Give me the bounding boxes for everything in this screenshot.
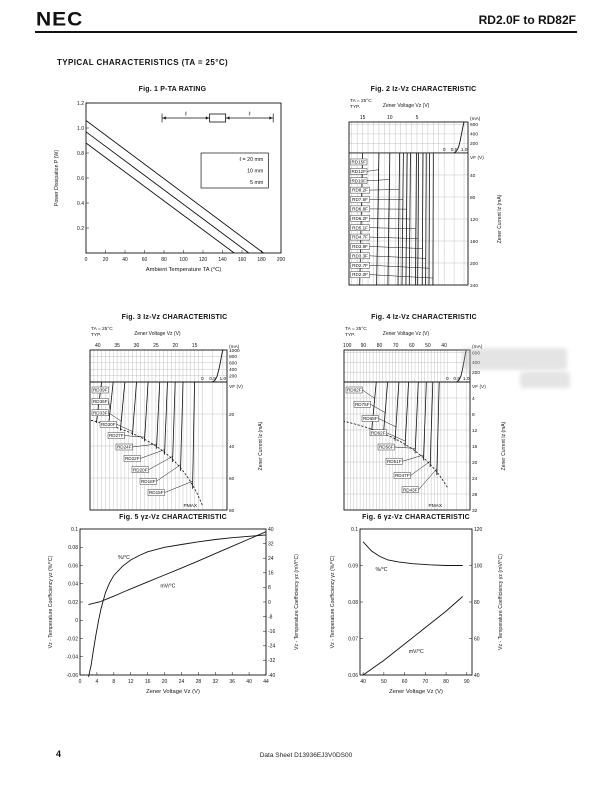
figure-6-caption: Fig. 6 γz-Vz CHARACTERISTIC	[362, 514, 470, 521]
svg-text:Vz - Temperature Coefficiency: Vz - Temperature Coefficiency γz (%/°C)	[330, 555, 336, 649]
figure-2-caption: Fig. 2 Iz-Vz CHARACTERISTIC	[370, 86, 477, 93]
svg-text:0.02: 0.02	[68, 599, 78, 606]
watermark-smudge	[462, 348, 567, 370]
svg-text:RD75F: RD75F	[354, 401, 370, 407]
svg-text:0.6: 0.6	[77, 175, 84, 182]
figure-3-caption: Fig. 3 Iz-Vz CHARACTERISTIC	[121, 314, 228, 321]
svg-text:PMAX: PMAX	[428, 504, 443, 509]
svg-text:(mA): (mA)	[470, 117, 481, 122]
svg-text:20: 20	[172, 343, 179, 349]
svg-text:40: 40	[441, 343, 447, 349]
svg-text:TA = 25°C: TA = 25°C	[91, 327, 113, 332]
figure-1	[50, 86, 295, 287]
svg-text:RD33F: RD33F	[92, 410, 108, 416]
svg-text:Zener Current Iz (mA): Zener Current Iz (mA)	[501, 421, 507, 471]
svg-text:Zener Voltage Vz (V): Zener Voltage Vz (V)	[389, 689, 443, 695]
svg-text:RD18F: RD18F	[140, 478, 156, 484]
svg-text:16: 16	[472, 444, 478, 450]
figure-5	[44, 514, 302, 705]
svg-text:RD39F: RD39F	[92, 387, 108, 393]
svg-text:60: 60	[474, 636, 480, 643]
svg-text:Zener Current Iz (mA): Zener Current Iz (mA)	[497, 194, 503, 244]
svg-text:Zener Voltage Vz (V): Zener Voltage Vz (V)	[382, 103, 430, 109]
svg-text:0.08: 0.08	[348, 599, 358, 606]
svg-text:40: 40	[246, 679, 252, 685]
svg-text:600: 600	[229, 361, 238, 367]
svg-text:120: 120	[198, 257, 208, 263]
svg-text:1.0: 1.0	[462, 377, 470, 382]
svg-text:1.0: 1.0	[219, 377, 227, 382]
svg-text:%/°C: %/°C	[375, 566, 388, 573]
svg-text:5: 5	[415, 115, 419, 121]
page-number: 4	[56, 749, 62, 759]
svg-text:120: 120	[474, 526, 483, 533]
svg-text:20: 20	[102, 257, 109, 263]
svg-text:RD62F: RD62F	[370, 430, 386, 436]
svg-text:25: 25	[153, 343, 159, 349]
figure-4-caption: Fig. 4 Iz-Vz CHARACTERISTIC	[371, 314, 477, 321]
doc-reference: Data Sheet D13936EJ3V0DS00	[259, 752, 353, 759]
svg-text:4: 4	[95, 679, 99, 685]
svg-text:0: 0	[84, 257, 88, 263]
svg-text:240: 240	[470, 283, 479, 289]
svg-text:ℓ: ℓ	[184, 111, 187, 118]
svg-text:60: 60	[229, 476, 235, 482]
svg-text:0.06: 0.06	[68, 563, 78, 570]
svg-text:50: 50	[381, 679, 387, 685]
svg-text:8: 8	[112, 679, 116, 685]
figure-5-caption: Fig. 5 γz-Vz CHARACTERISTIC	[119, 514, 227, 521]
svg-text:16: 16	[268, 570, 274, 577]
figure-5-chart	[44, 523, 302, 705]
watermark-smudge	[520, 372, 570, 388]
svg-text:40: 40	[122, 257, 128, 263]
svg-text:Ambient Temperature TA (°C): Ambient Temperature TA (°C)	[145, 267, 222, 273]
svg-text:600: 600	[472, 351, 481, 357]
svg-text:0.2: 0.2	[77, 225, 84, 232]
svg-text:VF (V): VF (V)	[229, 385, 243, 390]
svg-text:10 mm: 10 mm	[247, 168, 264, 175]
svg-text:0.5: 0.5	[453, 377, 461, 382]
svg-text:10: 10	[387, 115, 393, 121]
svg-text:RD43F: RD43F	[402, 487, 418, 493]
svg-text:20: 20	[161, 679, 168, 685]
figure-1-chart	[50, 95, 295, 287]
svg-text:28: 28	[472, 492, 478, 498]
svg-text:0: 0	[445, 377, 449, 382]
figure-6-chart	[326, 523, 506, 705]
svg-text:Zener Voltage Vz (V): Zener Voltage Vz (V)	[146, 689, 200, 695]
svg-text:24: 24	[268, 556, 274, 562]
svg-text:0.06: 0.06	[348, 672, 358, 679]
header-rule	[35, 31, 577, 33]
svg-text:40: 40	[474, 672, 480, 679]
product-range: RD2.0F to RD82F	[478, 13, 576, 27]
svg-text:44: 44	[263, 679, 269, 685]
svg-text:-0.06: -0.06	[66, 672, 78, 679]
svg-text:32: 32	[472, 508, 478, 514]
svg-text:%/°C: %/°C	[118, 555, 130, 562]
svg-text:TYP.: TYP.	[345, 333, 356, 338]
svg-text:140: 140	[218, 257, 227, 263]
svg-text:160: 160	[470, 239, 479, 245]
svg-text:TA = 25°C: TA = 25°C	[350, 99, 372, 104]
svg-text:28: 28	[195, 679, 202, 685]
svg-text:RD2.0F: RD2.0F	[352, 272, 368, 278]
svg-text:RD6.2F: RD6.2F	[352, 215, 368, 221]
svg-text:40: 40	[360, 679, 366, 685]
figure-2-chart	[341, 95, 506, 291]
svg-text:100: 100	[343, 343, 352, 349]
svg-text:180: 180	[257, 257, 266, 263]
svg-text:80: 80	[443, 679, 449, 685]
svg-text:90: 90	[360, 343, 367, 349]
svg-text:40: 40	[94, 343, 101, 349]
svg-text:24: 24	[178, 679, 185, 685]
svg-text:RD82F: RD82F	[346, 387, 362, 393]
svg-text:-0.04: -0.04	[66, 654, 78, 661]
svg-text:100: 100	[474, 563, 483, 570]
svg-text:80: 80	[161, 257, 167, 263]
svg-text:(mA): (mA)	[229, 345, 240, 350]
svg-text:Zener Current Iz (mA): Zener Current Iz (mA)	[258, 421, 264, 471]
svg-text:1000: 1000	[229, 348, 240, 354]
svg-text:TYP.: TYP.	[91, 333, 102, 338]
svg-text:RD24F: RD24F	[116, 444, 132, 450]
svg-text:32: 32	[268, 541, 274, 548]
svg-text:32: 32	[212, 679, 219, 685]
svg-text:24: 24	[472, 476, 478, 482]
svg-text:50: 50	[425, 343, 431, 349]
svg-text:1.2: 1.2	[77, 100, 84, 107]
figure-3-chart	[82, 323, 267, 515]
svg-text:30: 30	[133, 343, 140, 349]
svg-text:400: 400	[470, 132, 479, 138]
svg-text:RD6.8F: RD6.8F	[352, 206, 368, 212]
svg-text:60: 60	[409, 343, 415, 349]
svg-text:80: 80	[376, 343, 383, 349]
svg-text:RD8.2F: RD8.2F	[352, 187, 368, 193]
figure-2	[341, 86, 506, 291]
svg-text:800: 800	[229, 355, 238, 361]
figure-1-caption: Fig. 1 P-TA RATING	[138, 86, 207, 93]
svg-text:0: 0	[268, 599, 271, 606]
svg-text:-32: -32	[268, 658, 276, 665]
svg-text:0.07: 0.07	[348, 636, 358, 643]
svg-text:RD30F: RD30F	[100, 421, 116, 427]
section-title: TYPICAL CHARACTERISTICS (TA = 25°C)	[57, 58, 229, 67]
svg-text:-0.02: -0.02	[66, 636, 78, 643]
svg-text:Zener Voltage Vz (V): Zener Voltage Vz (V)	[382, 331, 430, 337]
svg-text:60: 60	[141, 257, 148, 263]
svg-text:RD15F: RD15F	[148, 490, 164, 496]
svg-text:1.0: 1.0	[460, 147, 468, 153]
svg-text:0: 0	[75, 618, 78, 625]
svg-text:Vz - Temperature Coefficiency: Vz - Temperature Coefficiency γz (mV/°C)	[498, 554, 504, 650]
svg-text:0.5: 0.5	[450, 147, 458, 153]
svg-text:40: 40	[268, 526, 274, 533]
svg-text:-24: -24	[268, 643, 276, 650]
svg-text:mV/°C: mV/°C	[160, 583, 176, 590]
svg-text:RD7.5F: RD7.5F	[352, 197, 368, 203]
svg-text:12: 12	[127, 679, 134, 685]
svg-text:0.09: 0.09	[348, 563, 358, 570]
svg-text:5 mm: 5 mm	[250, 180, 264, 187]
svg-text:Zener Voltage Vz (V): Zener Voltage Vz (V)	[134, 331, 181, 337]
svg-text:RD27F: RD27F	[108, 433, 124, 439]
svg-text:-16: -16	[268, 629, 276, 635]
svg-text:TA = 25°C: TA = 25°C	[345, 327, 367, 332]
svg-text:20: 20	[472, 460, 478, 466]
svg-text:mV/°C: mV/°C	[408, 649, 424, 656]
svg-text:80: 80	[470, 195, 476, 201]
svg-text:20: 20	[229, 412, 235, 418]
svg-text:40: 40	[229, 444, 235, 450]
svg-text:70: 70	[422, 679, 429, 685]
figure-6	[326, 514, 506, 705]
svg-text:0.5: 0.5	[209, 377, 216, 382]
svg-text:12: 12	[472, 428, 478, 434]
svg-text:RD3.9F: RD3.9F	[352, 244, 368, 250]
svg-text:100: 100	[179, 257, 188, 263]
nec-logo: NEC	[36, 8, 84, 31]
svg-text:VF (V): VF (V)	[470, 155, 484, 161]
svg-text:-40: -40	[268, 672, 276, 679]
svg-text:60: 60	[401, 679, 408, 685]
svg-text:RD10F: RD10F	[351, 178, 367, 184]
svg-text:80: 80	[229, 508, 235, 514]
svg-text:0.8: 0.8	[77, 150, 84, 157]
svg-text:RD22F: RD22F	[124, 456, 140, 461]
svg-text:8: 8	[472, 412, 475, 418]
svg-text:0.08: 0.08	[68, 545, 78, 552]
svg-text:400: 400	[229, 368, 238, 373]
svg-text:90: 90	[464, 679, 470, 685]
svg-text:(mA): (mA)	[472, 345, 483, 350]
svg-text:RD4.7F: RD4.7F	[352, 234, 368, 240]
svg-text:RD36F: RD36F	[92, 399, 108, 404]
svg-text:Power Dissipation P (W): Power Dissipation P (W)	[54, 149, 60, 207]
svg-text:RD12F: RD12F	[351, 168, 367, 174]
svg-text:RD3.3F: RD3.3F	[352, 253, 368, 259]
svg-text:0.1: 0.1	[351, 526, 358, 533]
svg-text:VF (V): VF (V)	[472, 385, 486, 390]
svg-text:200: 200	[472, 370, 481, 376]
svg-text:15: 15	[359, 115, 366, 121]
svg-text:PMAX: PMAX	[183, 504, 198, 509]
svg-text:-8: -8	[268, 614, 273, 621]
svg-text:8: 8	[268, 585, 271, 592]
svg-text:200: 200	[276, 257, 286, 263]
svg-text:RD2.7F: RD2.7F	[352, 262, 368, 268]
svg-text:0: 0	[201, 377, 204, 382]
svg-text:35: 35	[114, 343, 120, 349]
svg-text:0.4: 0.4	[77, 200, 84, 207]
svg-text:Vz - Temperature Coefficiency: Vz - Temperature Coefficiency γz (%/°C)	[48, 555, 54, 649]
svg-text:RD51F: RD51F	[386, 458, 402, 464]
svg-text:0.04: 0.04	[68, 581, 78, 588]
figure-4	[338, 314, 510, 515]
svg-text:16: 16	[144, 679, 151, 685]
svg-text:0.1: 0.1	[71, 526, 78, 533]
svg-text:120: 120	[470, 217, 479, 223]
svg-text:36: 36	[229, 679, 235, 685]
svg-text:160: 160	[237, 257, 247, 263]
svg-text:RD47F: RD47F	[394, 473, 410, 479]
svg-text:200: 200	[470, 142, 479, 148]
svg-text:400: 400	[472, 361, 481, 367]
svg-text:40: 40	[470, 173, 476, 179]
figure-3	[82, 314, 267, 515]
svg-text:0: 0	[78, 679, 82, 685]
svg-text:RD56F: RD56F	[378, 444, 394, 450]
svg-text:4: 4	[472, 396, 475, 402]
svg-text:RD20F: RD20F	[132, 467, 148, 473]
svg-text:200: 200	[470, 261, 479, 267]
svg-text:RD68F: RD68F	[362, 416, 378, 422]
svg-text:1.0: 1.0	[77, 125, 84, 132]
svg-text:ℓ = 20 mm: ℓ = 20 mm	[239, 156, 264, 163]
svg-text:80: 80	[474, 599, 480, 606]
svg-text:TYP.: TYP.	[350, 105, 361, 110]
svg-text:0: 0	[442, 147, 446, 153]
svg-text:15: 15	[191, 343, 198, 349]
svg-text:ℓ: ℓ	[248, 111, 251, 118]
svg-text:70: 70	[392, 343, 399, 349]
svg-text:RD5.1F: RD5.1F	[352, 225, 368, 231]
svg-text:Vz - Temperature Coefficiency: Vz - Temperature Coefficiency γz (mV/°C)	[294, 554, 300, 650]
svg-text:200: 200	[229, 374, 238, 380]
svg-text:RD15F: RD15F	[351, 159, 367, 165]
svg-text:600: 600	[470, 123, 479, 129]
